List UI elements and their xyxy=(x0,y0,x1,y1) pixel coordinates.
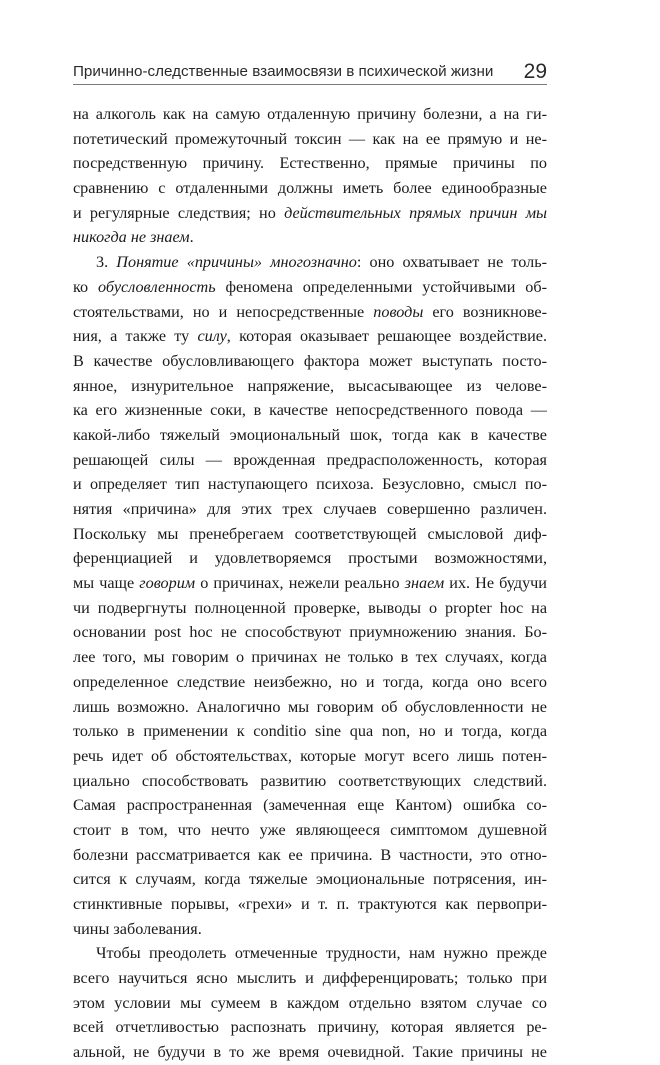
text-line xyxy=(73,374,547,399)
text-segment: речь идет об обстоятельствах, которые могут всего лишь потен- xyxy=(73,746,547,765)
text-segment: его возникнове- xyxy=(423,302,547,321)
text-segment: всей отчетливостью распознать причину, которая является ре- xyxy=(73,1018,547,1037)
text-segment: . xyxy=(189,228,194,247)
text-segment: лишь возможно. Аналогично мы говорим об обусловленности не xyxy=(73,697,547,716)
text-line xyxy=(73,867,547,892)
text-line xyxy=(73,151,547,176)
text-line xyxy=(73,892,547,917)
text-segment: В качестве обусловливающего фактора может выступать посто- xyxy=(73,351,547,370)
text-line xyxy=(73,324,547,349)
text-line xyxy=(73,818,547,843)
text-line xyxy=(73,250,547,275)
text-segment: их. Не будучи xyxy=(444,574,547,593)
text-segment: на алкоголь как на самую отдаленную причину болезни, а на ги- xyxy=(73,105,547,123)
text-line xyxy=(73,546,547,571)
text-line xyxy=(73,941,547,966)
text-segment: какой-либо тяжелый эмоциональный шок, тогда как в качестве xyxy=(73,425,547,444)
text-segment: стоятельствами, но и непосредственные xyxy=(73,302,374,321)
text-line xyxy=(73,769,547,794)
text-line xyxy=(73,917,547,942)
text-segment: 3. xyxy=(96,253,117,272)
text-segment: решающей силы — врожденная предрасположенность, которая xyxy=(73,450,547,469)
text-line xyxy=(73,966,547,991)
text-segment: чины заболевания. xyxy=(73,919,202,938)
text-segment: этом условии мы сумеем в каждом отдельно взятом случае со xyxy=(73,993,547,1012)
text-segment: , которая оказывает решающее воздействие. xyxy=(226,327,547,346)
text-segment: феномена определенными устойчивыми об- xyxy=(215,277,547,296)
text-line xyxy=(73,695,547,720)
text-line xyxy=(73,300,547,325)
text-line xyxy=(73,275,547,300)
text-segment: циально способствовать развитию соответствующих следствий. xyxy=(73,771,547,790)
page-number: 29 xyxy=(523,60,547,83)
running-title: Причинно-следственные взаимосвязи в психической жизни xyxy=(73,63,494,80)
text-segment: стоит в том, что нечто уже являющееся симптомом душевной xyxy=(73,820,547,839)
running-header xyxy=(73,62,547,85)
text-segment: Самая распространенная (замеченная еще Кантом) ошибка со- xyxy=(73,796,547,815)
text-segment: Поскольку мы пренебрегаем соответствующей смысловой диф- xyxy=(73,524,547,543)
text-line xyxy=(73,596,547,621)
body-text xyxy=(73,102,547,1065)
text-segment: основании post hoc не способствуют приумножению знания. Бо- xyxy=(73,623,547,642)
text-line xyxy=(73,423,547,448)
text-segment: мы чаще xyxy=(73,574,140,593)
text-line xyxy=(73,472,547,497)
text-line xyxy=(73,225,547,250)
text-line xyxy=(73,991,547,1016)
text-line xyxy=(73,497,547,522)
text-line xyxy=(73,1015,547,1040)
text-segment: ка его жизненные соки, в качестве непосредственного повода — xyxy=(73,401,547,420)
text-line xyxy=(73,620,547,645)
text-segment: всего научиться ясно мыслить и дифференцировать; только при xyxy=(73,969,547,988)
text-segment: стинктивные порывы, «грехи» и т. п. трактуются как первопри- xyxy=(73,895,547,913)
text-segment: сится к случаям, когда тяжелые эмоциональные потрясения, ин- xyxy=(73,870,547,889)
italic-text: силу xyxy=(197,327,227,346)
italic-text: знаем xyxy=(404,574,445,593)
text-line xyxy=(73,201,547,226)
text-segment: : оно охватывает не толь- xyxy=(356,253,548,272)
italic-text: говорим xyxy=(139,574,196,593)
text-segment: только в применении к conditio sine qua non, но и тогда, когда xyxy=(73,722,547,741)
text-line xyxy=(73,102,547,127)
text-segment: чи подвергнуты полноценной проверке, выводы о propter hoc на xyxy=(73,598,547,617)
text-segment: альной, не будучи в то же время очевидной. Такие причины не xyxy=(73,1043,547,1062)
text-segment: и определяет тип наступающего психоза. Безусловно, смысл по- xyxy=(73,475,547,494)
text-segment: о причинах, нежели реально xyxy=(195,574,405,593)
text-line xyxy=(73,398,547,423)
text-line xyxy=(73,645,547,670)
text-segment: болезни рассматривается как ее причина. В частности, это отно- xyxy=(73,845,547,864)
text-line xyxy=(73,843,547,868)
italic-text: поводы xyxy=(373,302,424,321)
text-segment: Чтобы преодолеть отмеченные трудности, нам нужно прежде xyxy=(96,944,547,963)
text-segment: лее того, мы говорим о причинах не только в тех случаях, когда xyxy=(73,648,547,667)
text-segment: нятия «причина» для этих трех случаев совершенно различен. xyxy=(73,500,547,518)
italic-text: никогда не знаем xyxy=(73,228,190,247)
text-line xyxy=(73,571,547,596)
text-line xyxy=(73,793,547,818)
text-line xyxy=(73,744,547,769)
text-line xyxy=(73,522,547,547)
text-segment: ния, а также ту xyxy=(73,327,198,346)
text-segment: и регулярные следствия; но xyxy=(73,203,285,222)
text-segment: посредственную причину. Естественно, прямые причины по xyxy=(73,154,547,173)
text-line xyxy=(73,670,547,695)
text-segment: сравнению с отдаленными должны иметь более единообразные xyxy=(73,179,547,198)
text-segment: ко xyxy=(73,277,99,296)
text-segment: янное, изнурительное напряжение, высасывающее из челове- xyxy=(73,376,547,395)
text-line xyxy=(73,1040,547,1065)
text-line xyxy=(73,127,547,152)
italic-text: Понятие «причины» многозначно xyxy=(116,253,357,272)
text-segment: потетический промежуточный токсин — как на ее прямую и не- xyxy=(73,129,547,148)
text-line xyxy=(73,719,547,744)
text-segment: ференциацией и удовлетворяемся простыми возможностями, xyxy=(73,549,547,568)
text-line xyxy=(73,349,547,374)
text-line xyxy=(73,448,547,473)
text-line xyxy=(73,176,547,201)
italic-text: действительных прямых причин мы xyxy=(284,203,547,222)
italic-text: обусловленность xyxy=(98,277,216,296)
text-segment: определенное следствие неизбежно, но и тогда, когда оно всего xyxy=(73,672,547,691)
